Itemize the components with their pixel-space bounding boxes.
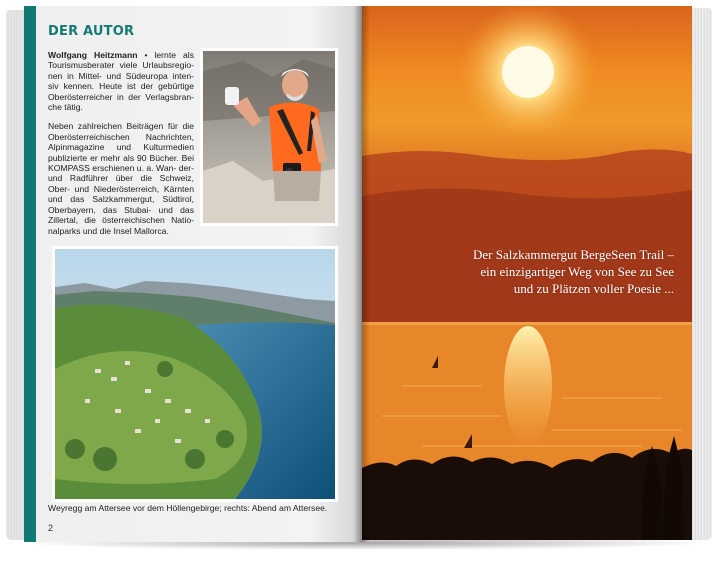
- bio-line: Zillertal, die österreichischen Natio-: [48, 215, 194, 226]
- accent-bar: [24, 6, 36, 542]
- bio-line: siv kennen. Heute ist der gebürtige: [48, 81, 194, 92]
- bio-line: nen in Mittel- und Südeuropa inten-: [48, 70, 194, 81]
- bio-line: Ober- und Niederösterreich, Kärnten: [48, 183, 194, 194]
- bio-line: Neben zahlreichen Beiträgen für die: [48, 121, 194, 132]
- page-number: 2: [48, 523, 54, 533]
- author-name: Wolfgang Heitzmann: [48, 50, 138, 60]
- trail-quote: [424, 246, 674, 297]
- bio-line: und das Salzkammergut, Südtirol,: [48, 194, 194, 205]
- bio-line: Oberbayern, das Stubai- und das: [48, 204, 194, 215]
- section-heading: DER AUTOR: [48, 24, 135, 39]
- author-photo-illustration: [203, 51, 335, 223]
- right-page: [362, 6, 692, 540]
- attersee-photo-illustration: [55, 249, 335, 499]
- quote-line: ein einzigartiger Weg von See zu See: [480, 264, 674, 279]
- bio-line: Bei KOMPASS erschienen u. a. Wan-: [48, 152, 194, 174]
- left-page: [24, 6, 362, 542]
- author-photo: [200, 48, 338, 226]
- bio-line: Tourismusberater viele Urlaubsregio-: [48, 60, 194, 71]
- bio-line: nalparks und die Insel Mallorca.: [48, 225, 169, 236]
- bio-line: • lernte als: [144, 50, 194, 60]
- author-bio: [48, 50, 194, 245]
- bio-line: Oberösterreicher in der Verlagsbran-: [48, 91, 194, 102]
- bio-line: publizierte er mehr als 90 Bücher.: [48, 152, 179, 163]
- attersee-photo: [52, 246, 338, 502]
- bio-line: Oberösterreichischen Nachrichten,: [48, 131, 194, 142]
- bio-paragraph-2: [48, 121, 194, 235]
- bio-line: der- und Radführer über die Schweiz,: [48, 163, 194, 184]
- book-spine: [354, 6, 370, 542]
- bio-line: Alpinmagazine und Kulturmedien: [48, 142, 194, 153]
- photo-caption: Weyregg am Attersee vor dem Höllengebirge; rechts: Abend am Attersee.: [48, 503, 328, 513]
- quote-line: Der Salzkammergut BergeSeen Trail –: [473, 247, 674, 262]
- bio-line: che tätig.: [48, 102, 83, 113]
- page-edges-right: [690, 8, 712, 540]
- bio-paragraph-1: [48, 50, 194, 112]
- quote-line: und zu Plätzen voller Poesie ...: [513, 281, 674, 296]
